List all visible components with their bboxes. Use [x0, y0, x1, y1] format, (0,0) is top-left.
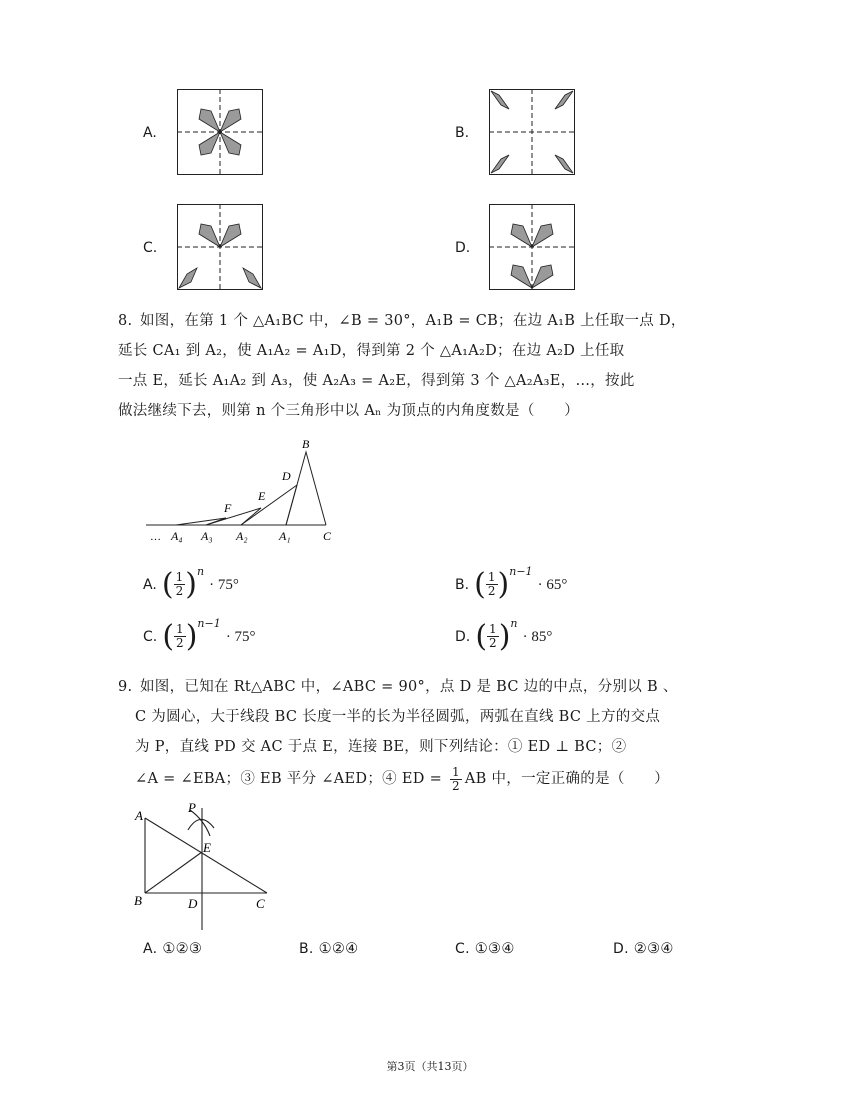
q8-line-3: 一点 E，延长 A₁A₂ 到 A₃，使 A₂A₃ = A₂E，得到第 3 个 △A₂A₃E，…，按此 — [118, 373, 635, 389]
q8-line-1: 如图，在第 1 个 △A₁BC 中，∠B = 30°，A₁B = CB；在边 A₁B 上任取一点 D， — [140, 313, 686, 329]
q8-option-c-letter: C. — [143, 629, 158, 645]
q8-option-b-letter: B. — [455, 577, 470, 593]
q8-number: 8. — [118, 313, 133, 329]
q8-option-d-den: 2 — [489, 636, 497, 650]
q9-option-b-letter: B. — [299, 941, 314, 957]
q8-option-b-rest: · 65° — [537, 577, 568, 593]
q9-line-4 — [135, 764, 815, 794]
q8-option-d-letter: D. — [455, 629, 471, 645]
q9-label-a: A — [135, 808, 143, 823]
q9-line-4-b: AB 中，一定正确的是（ ） — [464, 771, 670, 787]
q8-option-c-exp: n−1 — [197, 617, 221, 630]
q8-option-a-rest: · 75° — [209, 577, 239, 593]
q8-option-c: C. ( $\frac{1}{2}$ )$^{n-1}$ · 75° — [143, 617, 256, 654]
q9-option-b-text: ①②④ — [318, 941, 359, 957]
q8-option-a: A. ( $\frac{1}{2}$ )$^n$ · 75° — [143, 565, 239, 602]
q8-option-a-exp: n — [196, 565, 205, 578]
q8-option-d: D. ( $\frac{1}{2}$ )$^n$ · 85° — [455, 617, 553, 654]
q8-option-d-rest: · 85° — [522, 629, 553, 645]
q7-option-a-figure — [177, 89, 263, 175]
q7-option-c-label: C. — [143, 240, 158, 256]
q7-option-d-figure — [489, 204, 575, 290]
q8-label-a1: A₁ — [279, 529, 291, 543]
q8-option-a-letter: A. — [143, 577, 157, 593]
q7-option-b-figure — [489, 89, 575, 175]
q8-label-a2: A₂ — [236, 529, 248, 543]
q8-label-a3: A₃ — [201, 529, 213, 543]
q8-label-c: C — [323, 529, 332, 543]
q8-option-b-exp: n−1 — [509, 565, 533, 578]
q8-label-d: D — [282, 469, 291, 483]
q9-label-d: D — [188, 896, 198, 911]
q7-option-b-label: B. — [455, 125, 470, 141]
q8-option-b-num: 1 — [487, 570, 496, 584]
q7-option-d-label: D. — [455, 240, 471, 256]
q8-option-d-exp: n — [510, 617, 518, 630]
q9-label-c: C — [256, 896, 265, 911]
q9-option-a-text: ①②③ — [162, 941, 203, 957]
q9-option-d-letter: D. — [613, 941, 629, 957]
q9-half-den: 2 — [451, 778, 460, 793]
q8-label-dots: … — [150, 531, 161, 543]
q9-option-d-text: ②③④ — [633, 941, 674, 957]
q9-half-num: 1 — [451, 764, 460, 779]
q9-option-b — [299, 934, 358, 964]
q8-label-e: E — [258, 489, 266, 503]
q8-label-a4: A₄ — [171, 529, 183, 543]
q8-option-b-den: 2 — [487, 584, 496, 598]
q9-option-c-text: ①③④ — [474, 941, 515, 957]
q7-option-c-figure — [177, 204, 263, 290]
q8-figure — [140, 432, 350, 547]
q8-line-2: 延长 CA₁ 到 A₂，使 A₁A₂ = A₁D，得到第 2 个 △A₁A₂D；在边 A₂D 上任取 — [118, 343, 625, 359]
q9-line-1: 如图，已知在 Rt△ABC 中，∠ABC = 90°，点 D 是 BC 边的中点，分别以 B 、 — [140, 679, 678, 695]
q9-option-a — [143, 934, 202, 964]
q9-option-a-letter: A. — [143, 941, 158, 957]
q9-line-4-a: ∠A = ∠EBA；③ EB 平分 ∠AED；④ ED = — [135, 771, 447, 787]
q9-label-b: B — [134, 893, 142, 908]
q9-label-e: E — [203, 840, 211, 855]
q8-label-f: F — [224, 501, 232, 515]
q8-text-cont — [118, 336, 798, 426]
q9-number: 9. — [118, 679, 133, 695]
q9-option-d — [613, 934, 674, 964]
q8-line-4: 做法继续下去，则第 n 个三角形中以 Aₙ 为顶点的内角度数是（ ） — [118, 403, 580, 419]
q8-option-d-num: 1 — [489, 622, 497, 636]
page-footer: 第3页（共13页） — [386, 1060, 474, 1073]
q9-option-c — [455, 934, 515, 964]
q9-option-c-letter: C. — [455, 941, 470, 957]
q8-option-a-num: 1 — [175, 570, 184, 584]
q8-option-a-den: 2 — [175, 584, 184, 598]
q8-text — [140, 306, 790, 336]
q8-option-b: B. ( $\frac{1}{2}$ )$^{n-1}$ · 65° — [455, 565, 568, 602]
q8-label-b: B — [302, 437, 310, 451]
q8-option-c-den: 2 — [176, 636, 184, 650]
q9-line-2: C 为圆心，大于线段 BC 长度一半的长为半径圆弧，两弧在直线 BC 上方的交点 — [135, 709, 661, 725]
q9-line-3: 为 P，直线 PD 交 AC 于点 E，连接 BE，则下列结论：① ED ⊥ BC；② — [135, 739, 627, 755]
q9-figure — [130, 800, 280, 935]
q8-option-c-rest: · 75° — [225, 629, 256, 645]
q8-option-c-num: 1 — [176, 622, 184, 636]
q9-label-p: P — [188, 800, 196, 815]
q7-option-a-label: A. — [143, 125, 157, 141]
